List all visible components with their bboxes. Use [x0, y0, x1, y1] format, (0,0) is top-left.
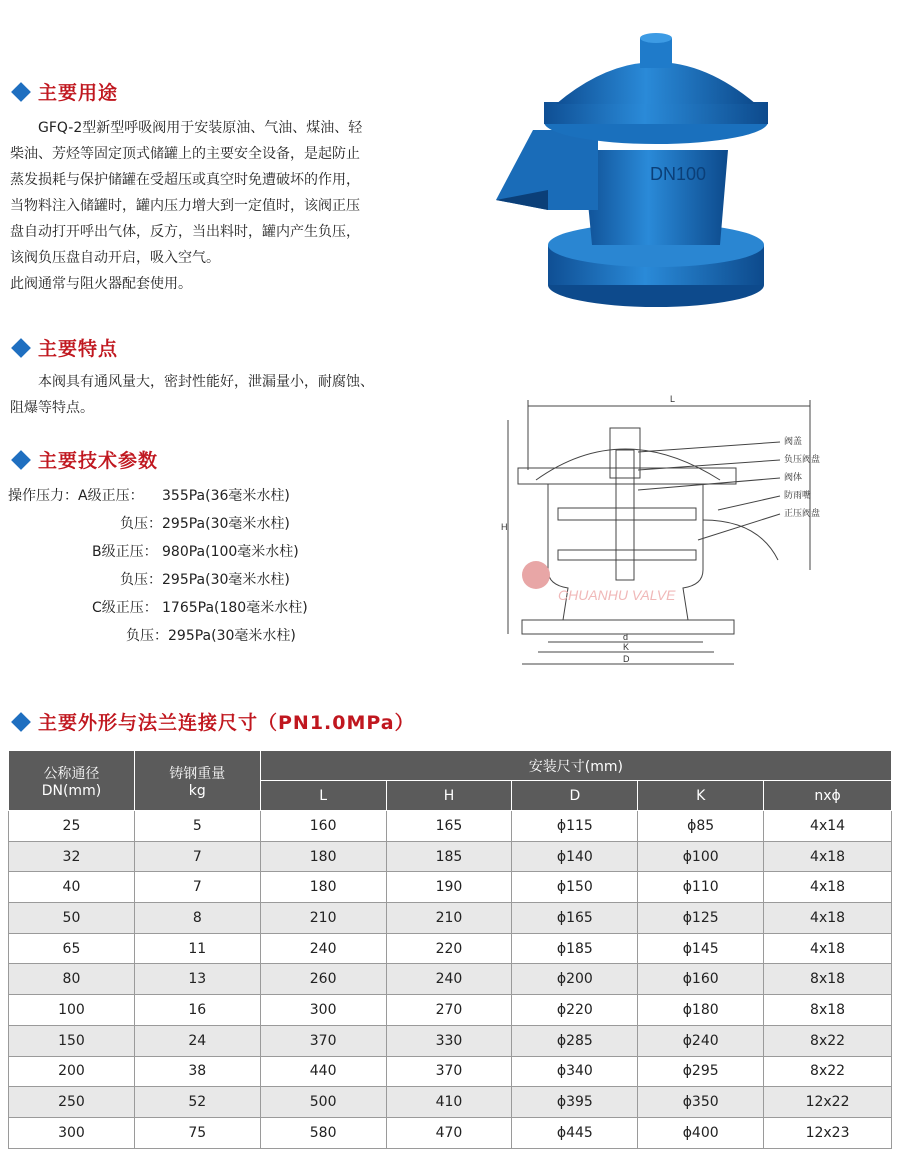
diamond-bullet-icon — [11, 82, 31, 102]
param-label: 负压： — [120, 516, 162, 532]
table-cell: 470 — [386, 1117, 512, 1148]
header-dn-line2: DN(mm) — [41, 782, 102, 799]
table-cell: 80 — [9, 964, 135, 995]
dim-d-label: d — [623, 632, 629, 642]
table-cell: ϕ350 — [638, 1087, 764, 1118]
usage-line: 柴油、芳烃等固定顶式储罐上的主要安全设备，是起防止 — [10, 146, 360, 162]
table-cell: 4x18 — [764, 903, 892, 934]
param-label: C级正压： — [92, 600, 158, 616]
table-cell: 8 — [134, 903, 260, 934]
table-cell: 4x18 — [764, 841, 892, 872]
table-row — [9, 811, 892, 842]
features-paragraph — [10, 369, 374, 421]
table-cell: 300 — [9, 1117, 135, 1148]
table-cell: 250 — [9, 1087, 135, 1118]
header-n-phi: nxϕ — [764, 781, 892, 811]
header-h: H — [386, 781, 512, 811]
table-cell: 11 — [134, 933, 260, 964]
dim-l-label: L — [670, 394, 676, 404]
param-value: 355Pa(36毫米水柱) — [162, 488, 290, 504]
table-cell: 32 — [9, 841, 135, 872]
header-d: D — [512, 781, 638, 811]
dim-k-label: K — [623, 642, 630, 652]
callout-rain-nozzle: 防雨嘴 — [784, 490, 812, 500]
table-cell: ϕ110 — [638, 872, 764, 903]
dim-big-d-label: D — [623, 654, 630, 664]
table-row — [9, 903, 892, 934]
table-cell: 180 — [260, 872, 386, 903]
table-cell: 180 — [260, 841, 386, 872]
table-cell: 260 — [260, 964, 386, 995]
callout-positive-disc: 正压阀盘 — [784, 508, 821, 518]
dimensions-table — [8, 750, 892, 1149]
table-cell: 13 — [134, 964, 260, 995]
table-row — [9, 872, 892, 903]
header-dn-line1: 公称通径 — [43, 765, 100, 782]
table-cell: 7 — [134, 841, 260, 872]
table-cell: ϕ395 — [512, 1087, 638, 1118]
section-title: 主要技术参数 — [38, 450, 159, 472]
callout-negative-disc: 负压阀盘 — [784, 454, 821, 464]
table-cell: 65 — [9, 933, 135, 964]
table-cell: 40 — [9, 872, 135, 903]
table-cell: 12x23 — [764, 1117, 892, 1148]
diamond-bullet-icon — [11, 338, 31, 358]
usage-line: GFQ-2型新型呼吸阀用于安装原油、气油、煤油、轻 — [38, 120, 363, 136]
table-cell: 7 — [134, 872, 260, 903]
table-cell: 370 — [386, 1056, 512, 1087]
table-cell: ϕ400 — [638, 1117, 764, 1148]
table-cell: 16 — [134, 995, 260, 1026]
dim-h-label: H — [501, 522, 508, 532]
callout-cover: 阀盖 — [784, 436, 803, 446]
callout-body: 阀体 — [784, 472, 803, 482]
section-title: 主要用途 — [38, 82, 119, 104]
table-cell: 210 — [260, 903, 386, 934]
table-cell: 240 — [260, 933, 386, 964]
table-row — [9, 1117, 892, 1148]
section-usage-heading — [10, 78, 118, 105]
section-title: 主要特点 — [38, 338, 119, 360]
table-cell: 240 — [386, 964, 512, 995]
table-cell: ϕ285 — [512, 1025, 638, 1056]
table-cell: 165 — [386, 811, 512, 842]
table-cell: 200 — [9, 1056, 135, 1087]
param-value: 295Pa(30毫米水柱) — [162, 516, 290, 532]
header-install-dims: 安装尺寸(mm) — [260, 751, 891, 781]
header-l: L — [260, 781, 386, 811]
section-title: 主要外形与法兰连接尺寸（PN1.0MPa） — [38, 712, 415, 734]
usage-paragraph — [10, 115, 362, 297]
table-cell: ϕ295 — [638, 1056, 764, 1087]
watermark-text: CHUANHU VALVE — [558, 587, 676, 603]
table-cell: ϕ220 — [512, 995, 638, 1026]
table-cell: 100 — [9, 995, 135, 1026]
table-cell: 160 — [260, 811, 386, 842]
table-cell: 580 — [260, 1117, 386, 1148]
table-cell: 4x18 — [764, 872, 892, 903]
usage-line: 此阀通常与阻火器配套使用。 — [10, 276, 192, 292]
table-cell: 24 — [134, 1025, 260, 1056]
valve-cross-section-diagram — [488, 390, 868, 690]
table-cell: ϕ340 — [512, 1056, 638, 1087]
table-cell: 190 — [386, 872, 512, 903]
table-cell: 330 — [386, 1025, 512, 1056]
table-cell: 300 — [260, 995, 386, 1026]
usage-line: 蒸发损耗与保护储罐在受超压或真空时免遭破坏的作用， — [10, 172, 360, 188]
table-cell: 440 — [260, 1056, 386, 1087]
table-row — [9, 1025, 892, 1056]
table-cell: ϕ125 — [638, 903, 764, 934]
table-cell: 370 — [260, 1025, 386, 1056]
param-value: 980Pa(100毫米水柱) — [162, 544, 299, 560]
features-line: 阻爆等特点。 — [10, 400, 94, 416]
section-dimensions-heading — [10, 708, 415, 735]
table-cell: 50 — [9, 903, 135, 934]
table-row — [9, 995, 892, 1026]
table-cell: 4x18 — [764, 933, 892, 964]
param-label: B级正压： — [92, 544, 158, 560]
table-cell: ϕ85 — [638, 811, 764, 842]
table-cell: ϕ140 — [512, 841, 638, 872]
header-weight — [134, 751, 260, 811]
table-cell: ϕ150 — [512, 872, 638, 903]
usage-line: 当物料注入储罐时，罐内压力增大到一定值时，该阀正压 — [10, 198, 360, 214]
diamond-bullet-icon — [11, 712, 31, 732]
table-row — [9, 964, 892, 995]
section-params-heading — [10, 446, 158, 473]
header-weight-line2: kg — [188, 782, 206, 799]
section-features-heading — [10, 334, 118, 361]
casting-label: DN100 — [649, 164, 707, 184]
param-value: 1765Pa(180毫米水柱) — [162, 600, 308, 616]
table-cell: 185 — [386, 841, 512, 872]
valve-photo — [488, 30, 788, 320]
usage-line: 该阀负压盘自动开启，吸入空气。 — [10, 250, 220, 266]
diamond-bullet-icon — [11, 450, 31, 470]
table-cell: 220 — [386, 933, 512, 964]
table-cell: 210 — [386, 903, 512, 934]
param-label: 负压： — [120, 572, 162, 588]
param-value: 295Pa(30毫米水柱) — [168, 628, 296, 644]
table-cell: 38 — [134, 1056, 260, 1087]
table-cell: 8x22 — [764, 1025, 892, 1056]
usage-line: 盘自动打开呼出气体，反方，当出料时，罐内产生负压， — [10, 224, 360, 240]
table-cell: ϕ165 — [512, 903, 638, 934]
table-row — [9, 1056, 892, 1087]
watermark-logo-icon — [522, 561, 550, 589]
table-cell: 8x22 — [764, 1056, 892, 1087]
table-row — [9, 1087, 892, 1118]
table-row — [9, 933, 892, 964]
table-cell: 150 — [9, 1025, 135, 1056]
table-body — [9, 811, 892, 1149]
param-label: 负压： — [126, 628, 168, 644]
table-cell: 270 — [386, 995, 512, 1026]
param-label: 操作压力：A级正压： — [8, 488, 144, 504]
table-cell: 4x14 — [764, 811, 892, 842]
table-cell: ϕ115 — [512, 811, 638, 842]
table-cell: 500 — [260, 1087, 386, 1118]
table-cell: 75 — [134, 1117, 260, 1148]
table-cell: ϕ180 — [638, 995, 764, 1026]
table-cell: 410 — [386, 1087, 512, 1118]
table-cell: 12x22 — [764, 1087, 892, 1118]
table-cell: ϕ240 — [638, 1025, 764, 1056]
table-cell: 8x18 — [764, 995, 892, 1026]
table-cell: ϕ200 — [512, 964, 638, 995]
table-row — [9, 841, 892, 872]
table-cell: 52 — [134, 1087, 260, 1118]
table-cell: ϕ445 — [512, 1117, 638, 1148]
table-cell: 5 — [134, 811, 260, 842]
table-cell: 25 — [9, 811, 135, 842]
features-line: 本阀具有通风量大，密封性能好，泄漏量小，耐腐蚀、 — [38, 374, 374, 390]
table-cell: ϕ185 — [512, 933, 638, 964]
header-dn — [9, 751, 135, 811]
header-k: K — [638, 781, 764, 811]
param-value: 295Pa(30毫米水柱) — [162, 572, 290, 588]
table-cell: ϕ145 — [638, 933, 764, 964]
table-cell: 8x18 — [764, 964, 892, 995]
table-cell: ϕ160 — [638, 964, 764, 995]
table-cell: ϕ100 — [638, 841, 764, 872]
header-weight-line1: 铸钢重量 — [169, 765, 226, 782]
